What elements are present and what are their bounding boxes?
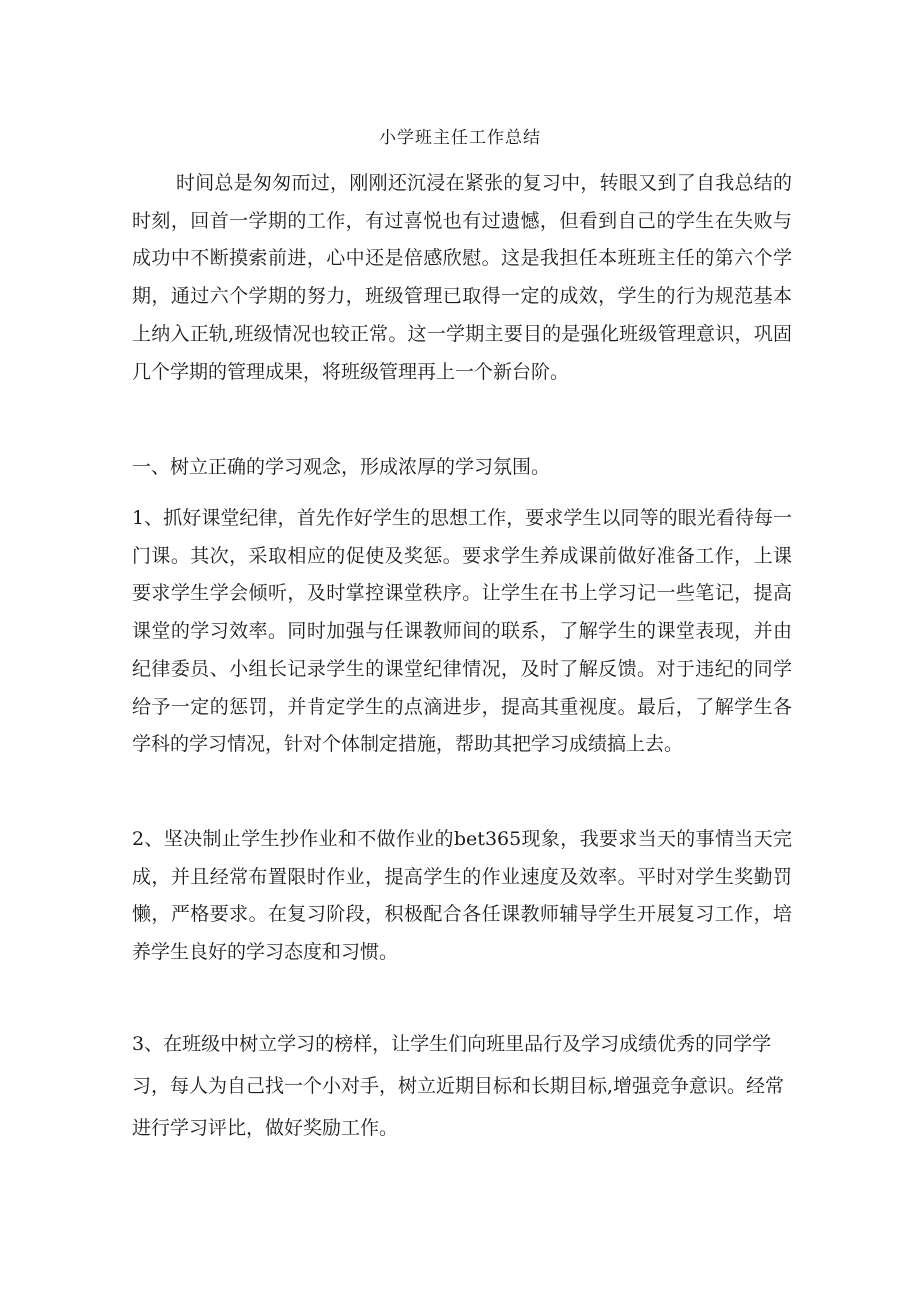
list-item-1: 1、抓好课堂纪律，首先作好学生的思想工作，要求学生以同等的眼光看待每一门课。其次，采取相应的促使及奖惩。要求学生养成课前做好准备工作，上课要求学生学会倾听，及时掌控课堂秩序。让学生在书上学习记一些笔记，提高课堂的学习效率。同时加强与任课教师间的联系，了解学生的课堂表现，并由纪律委员、小组长记录学生的课堂纪律情况，及时了解反馈。对于违纪的同学给予一定的惩罚，并肯定学生的点滴进步，提高其重视度。最后，了解学生各学科的学习情况，针对个体制定措施，帮助其把学习成绩搞上去。 xyxy=(132,507,792,756)
section-heading: 一、树立正确的学习观念，形成浓厚的学习氛围。 xyxy=(132,456,551,478)
list-item-3-line-1: 3、在班级中树立学习的榜样，让学生们向班里品行及学习成绩优秀的同学学 xyxy=(132,1033,772,1055)
document-title: 小学班主任工作总结 xyxy=(379,128,541,148)
list-item-3-line-3: 进行学习评比，做好奖励工作。 xyxy=(132,1117,399,1139)
list-item-2: 2、坚决制止学生抄作业和不做作业的bet365现象，我要求当天的事情当天完成，并且经常布置限时作业，提高学生的作业速度及效率。平时对学生奖勤罚懒，严格要求。在复习阶段，积极配合各任课教师辅导学生开展复习工作，培养学生良好的学习态度和习惯。 xyxy=(132,828,792,964)
list-item-3-line-2: 习，每人为自己找一个小对手，树立近期目标和长期目标,增强竞争意识。经常 xyxy=(132,1075,785,1097)
intro-paragraph: 时间总是匆匆而过，刚刚还沉浸在紧张的复习中，转眼又到了自我总结的时刻，回首一学期的工作，有过喜悦也有过遗憾，但看到自己的学生在失败与成功中不断摸索前进，心中还是倍感欣慰。这是我担任本班班主任的第六个学期，通过六个学期的努力，班级管理已取得一定的成效，学生的行为规范基本上纳入正轨,班级情况也较正常。这一学期主要目的是强化班级管理意识，巩固几个学期的管理成果，将班级管理再上一个新台阶。 xyxy=(132,172,792,383)
